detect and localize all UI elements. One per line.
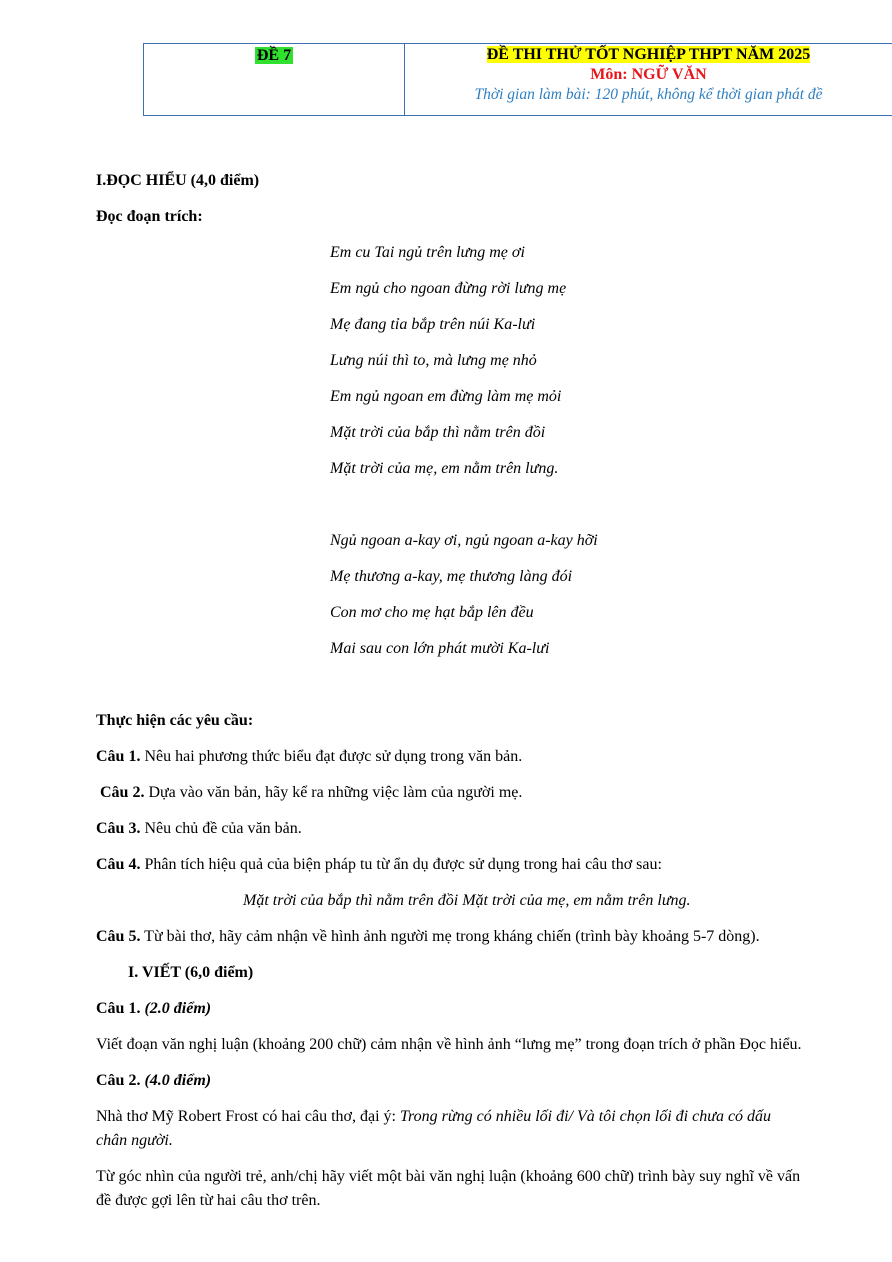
poem-line: Mặt trời của mẹ, em nằm trên lưng. bbox=[330, 460, 559, 477]
exam-code: ĐỀ 7 bbox=[256, 47, 292, 64]
reading-section-heading: I.ĐỌC HIỂU (4,0 điểm) bbox=[96, 172, 260, 189]
exam-time: Thời gian làm bài: 120 phút, không kể thời gian phát đề bbox=[474, 86, 823, 103]
poem-line: Con mơ cho mẹ hạt bắp lên đều bbox=[330, 604, 534, 621]
poem-line: Ngủ ngoan a-kay ơi, ngủ ngoan a-kay hỡi bbox=[330, 532, 598, 549]
question-points: (2.0 điểm) bbox=[144, 1000, 212, 1017]
question-points: (4.0 điểm) bbox=[144, 1072, 212, 1089]
question-text: Nêu chủ đề của văn bản. bbox=[140, 820, 302, 837]
reading-intro: Đọc đoạn trích: bbox=[96, 208, 203, 225]
poem-line: Mai sau con lớn phát mười Ka-lưi bbox=[330, 640, 550, 657]
question-2 bbox=[100, 784, 522, 802]
question-text: Dựa vào văn bản, hãy kể ra những việc làm của người mẹ. bbox=[144, 784, 523, 801]
poem-line: Mẹ đang tỉa bắp trên núi Ka-lưi bbox=[330, 316, 536, 333]
exam-title: ĐỀ THI THỬ TỐT NGHIỆP THPT NĂM 2025 bbox=[486, 46, 811, 63]
writing-question-2-intro bbox=[96, 1108, 771, 1126]
tasks-heading: Thực hiện các yêu cầu: bbox=[96, 712, 254, 729]
question-4-quote: Mặt trời của bắp thì nằm trên đồi Mặt trời của mẹ, em nằm trên lưng. bbox=[243, 892, 691, 909]
writing-question-1-text: Viết đoạn văn nghị luận (khoảng 200 chữ) cảm nhận về hình ảnh “lưng mẹ” trong đoạn trích ở phần Đọc hiểu. bbox=[96, 1036, 802, 1053]
question-text: Phân tích hiệu quả của biện pháp tu từ ẩn dụ được sử dụng trong hai câu thơ sau: bbox=[140, 856, 662, 873]
exam-code-cell bbox=[144, 44, 405, 115]
poem-line: Em ngủ ngoan em đừng làm mẹ mỏi bbox=[330, 388, 562, 405]
question-label: Câu 2. bbox=[100, 784, 145, 801]
poem-line: Em cu Tai ngủ trên lưng mẹ ơi bbox=[330, 244, 525, 261]
question-3 bbox=[96, 820, 302, 838]
question-label: Câu 2. bbox=[96, 1072, 141, 1089]
question-1 bbox=[96, 748, 522, 766]
poem-line: Lưng núi thì to, mà lưng mẹ nhỏ bbox=[330, 352, 537, 369]
writing-question-2-task: Từ góc nhìn của người trẻ, anh/chị hãy viết một bài văn nghị luận (khoảng 600 chữ) trình bày suy nghĩ về vấn bbox=[96, 1168, 801, 1185]
writing-question-2-quote-cont: chân người. bbox=[96, 1132, 173, 1149]
poem-line: Mặt trời của bắp thì nằm trên đồi bbox=[330, 424, 546, 441]
question-text: Từ bài thơ, hãy cảm nhận về hình ảnh người mẹ trong kháng chiến (trình bày khoảng 5-7 dòng). bbox=[140, 928, 760, 945]
poem-line: Mẹ thương a-kay, mẹ thương làng đói bbox=[330, 568, 573, 585]
poem-line: Em ngủ cho ngoan đừng rời lưng mẹ bbox=[330, 280, 567, 297]
writing-question-2-task-cont: đề được gợi lên từ hai câu thơ trên. bbox=[96, 1192, 321, 1209]
writing-section-heading: I. VIẾT (6,0 điểm) bbox=[128, 964, 254, 981]
q2-intro-text: Nhà thơ Mỹ Robert Frost có hai câu thơ, đại ý: bbox=[96, 1108, 400, 1125]
question-5 bbox=[96, 928, 760, 946]
question-label: Câu 1. bbox=[96, 748, 141, 765]
writing-question-2-heading bbox=[96, 1072, 211, 1090]
question-label: Câu 5. bbox=[96, 928, 141, 945]
exam-header-table bbox=[143, 43, 892, 116]
q2-quote-text: Trong rừng có nhiều lối đi/ Và tôi chọn lối đi chưa có dấu bbox=[399, 1108, 772, 1125]
question-label: Câu 1. bbox=[96, 1000, 141, 1017]
question-label: Câu 4. bbox=[96, 856, 141, 873]
question-label: Câu 3. bbox=[96, 820, 141, 837]
question-text: Nêu hai phương thức biểu đạt được sử dụng trong văn bản. bbox=[140, 748, 523, 765]
exam-subject: Môn: NGỮ VĂN bbox=[590, 66, 707, 83]
question-4 bbox=[96, 856, 662, 874]
exam-title-cell bbox=[405, 44, 892, 115]
writing-question-1-heading bbox=[96, 1000, 211, 1018]
